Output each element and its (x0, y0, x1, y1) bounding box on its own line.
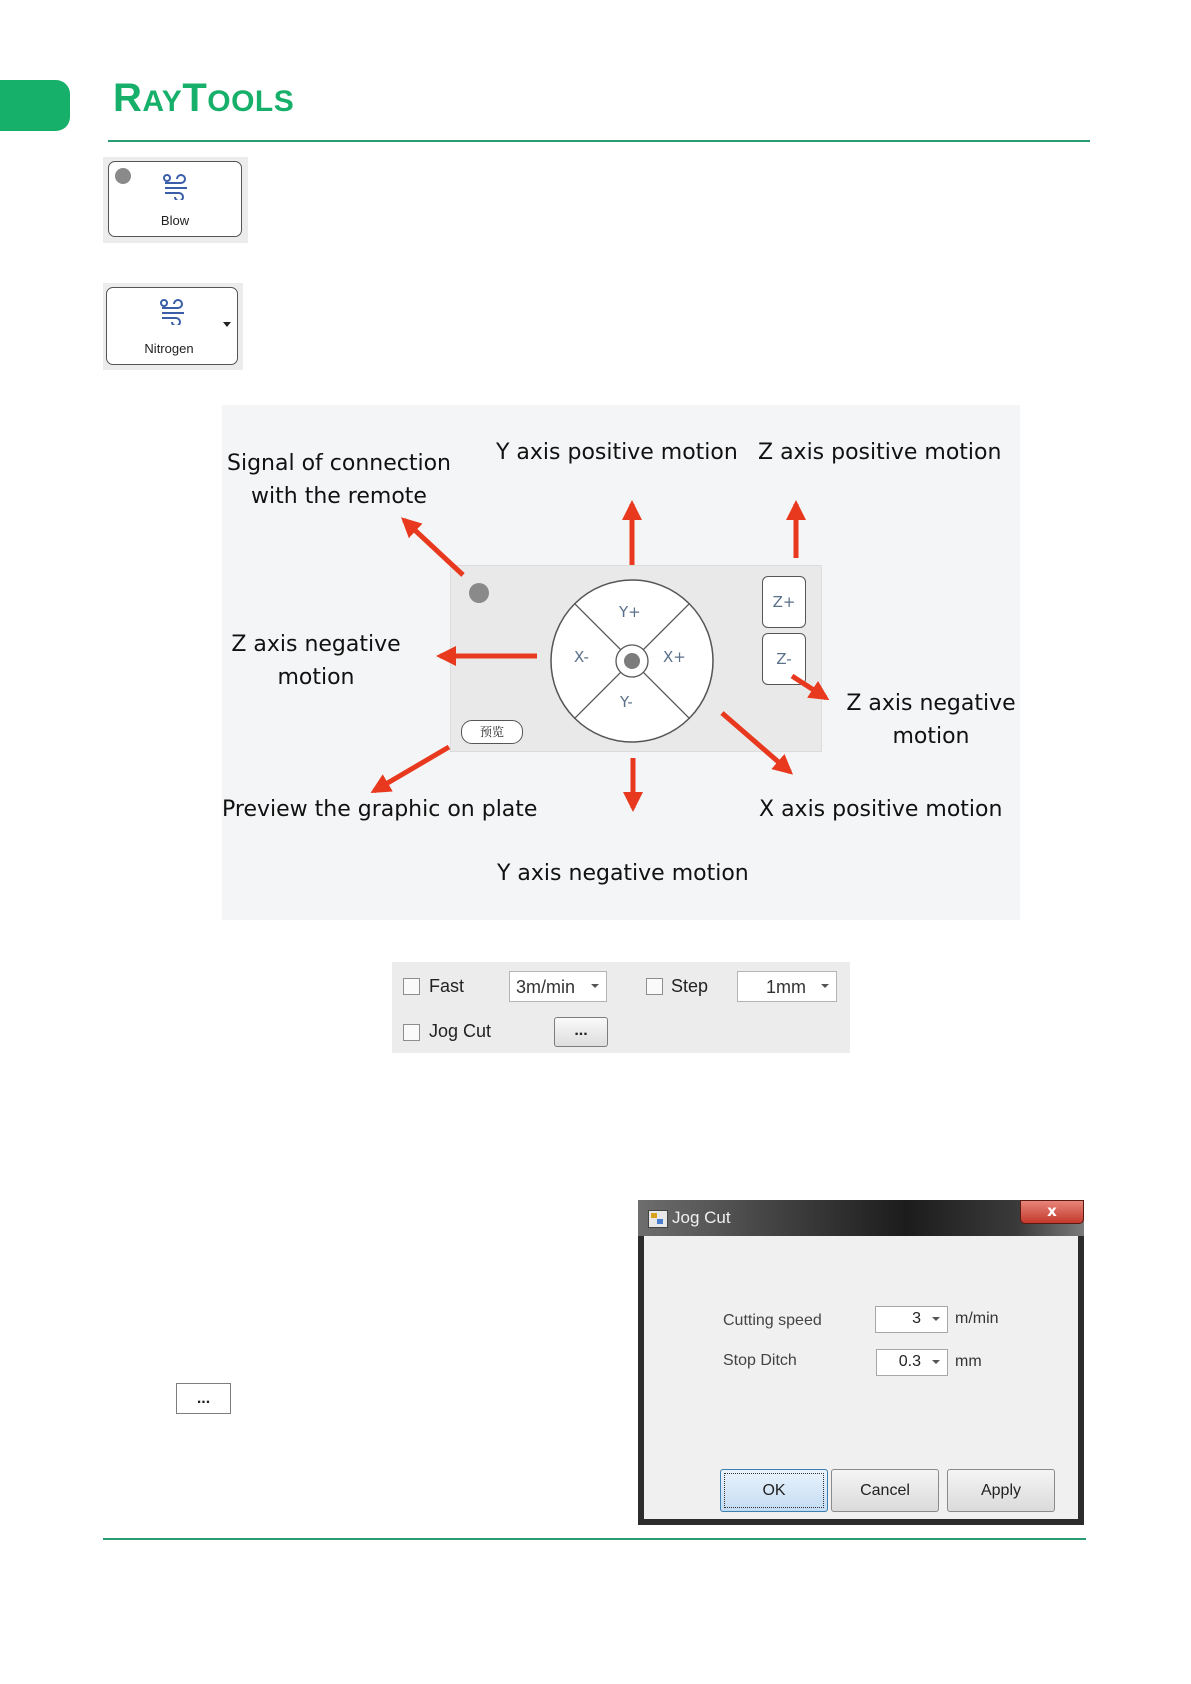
dialog-titlebar[interactable] (638, 1200, 1084, 1236)
jog-cut-dialog (638, 1200, 1084, 1525)
nitrogen-label: Nitrogen (144, 341, 194, 356)
fast-checkbox[interactable] (403, 978, 420, 995)
app-icon (648, 1210, 668, 1228)
x-positive-label: X axis positive motion (759, 797, 1003, 822)
cancel-button[interactable]: Cancel (831, 1469, 939, 1512)
z-minus-button[interactable]: Z- (762, 633, 806, 685)
jog-cut-label: Jog Cut (429, 1021, 492, 1041)
jog-x-plus-button[interactable]: X+ (663, 648, 686, 666)
z-positive-label: Z axis positive motion (758, 440, 1002, 465)
preview-label: Preview the graphic on plate (222, 797, 538, 822)
chevron-down-icon (932, 1360, 940, 1364)
chevron-down-icon (591, 984, 599, 988)
step-label: Step (671, 976, 709, 996)
jog-x-minus-button[interactable]: X- (574, 648, 589, 666)
arrow-icon (374, 747, 449, 791)
step-checkbox[interactable] (646, 978, 663, 995)
jog-cut-settings-button[interactable]: ... (554, 1017, 608, 1047)
arrow-icon (792, 676, 826, 698)
z-negative-left-label: Z axis negative motion (231, 632, 401, 690)
preview-button[interactable]: 预览 (461, 720, 523, 744)
fast-speed-select[interactable]: 3m/min (509, 971, 607, 1002)
brand-logo: RAYTOOLS (113, 76, 295, 120)
stop-ditch-unit: mm (955, 1353, 982, 1370)
stop-ditch-select[interactable]: 0.3 (876, 1349, 948, 1376)
cutting-speed-label: Cutting speed (723, 1312, 822, 1329)
cutting-speed-unit: m/min (955, 1310, 999, 1327)
chevron-down-icon (932, 1317, 940, 1321)
jog-cut-checkbox[interactable] (403, 1024, 420, 1041)
dialog-title: Jog Cut (672, 1208, 731, 1227)
arrow-icon (722, 713, 790, 772)
jog-y-plus-button[interactable]: Y+ (619, 603, 641, 621)
dialog-body (644, 1236, 1078, 1519)
step-select[interactable]: 1mm (737, 971, 837, 1002)
close-button[interactable]: x (1020, 1200, 1084, 1224)
y-negative-label: Y axis negative motion (497, 861, 749, 886)
ellipsis-button[interactable]: ... (176, 1383, 231, 1414)
z-negative-right-label: Z axis negative motion (846, 691, 1016, 749)
apply-button[interactable]: Apply (947, 1469, 1055, 1512)
y-positive-label: Y axis positive motion (496, 440, 738, 465)
signal-label: Signal of connection with the remote (227, 451, 451, 509)
jog-y-minus-button[interactable]: Y- (620, 693, 633, 711)
footer-divider (103, 1538, 1086, 1540)
z-plus-button[interactable]: Z+ (762, 576, 806, 628)
blow-label: Blow (160, 213, 190, 228)
ok-button[interactable]: OK (720, 1469, 828, 1512)
stop-ditch-label: Stop Ditch (723, 1352, 797, 1369)
fast-label: Fast (429, 976, 465, 996)
chevron-down-icon (821, 984, 829, 988)
cutting-speed-select[interactable]: 3 (875, 1306, 948, 1333)
jog-options-strip (392, 962, 850, 1053)
arrow-icon (404, 520, 463, 575)
